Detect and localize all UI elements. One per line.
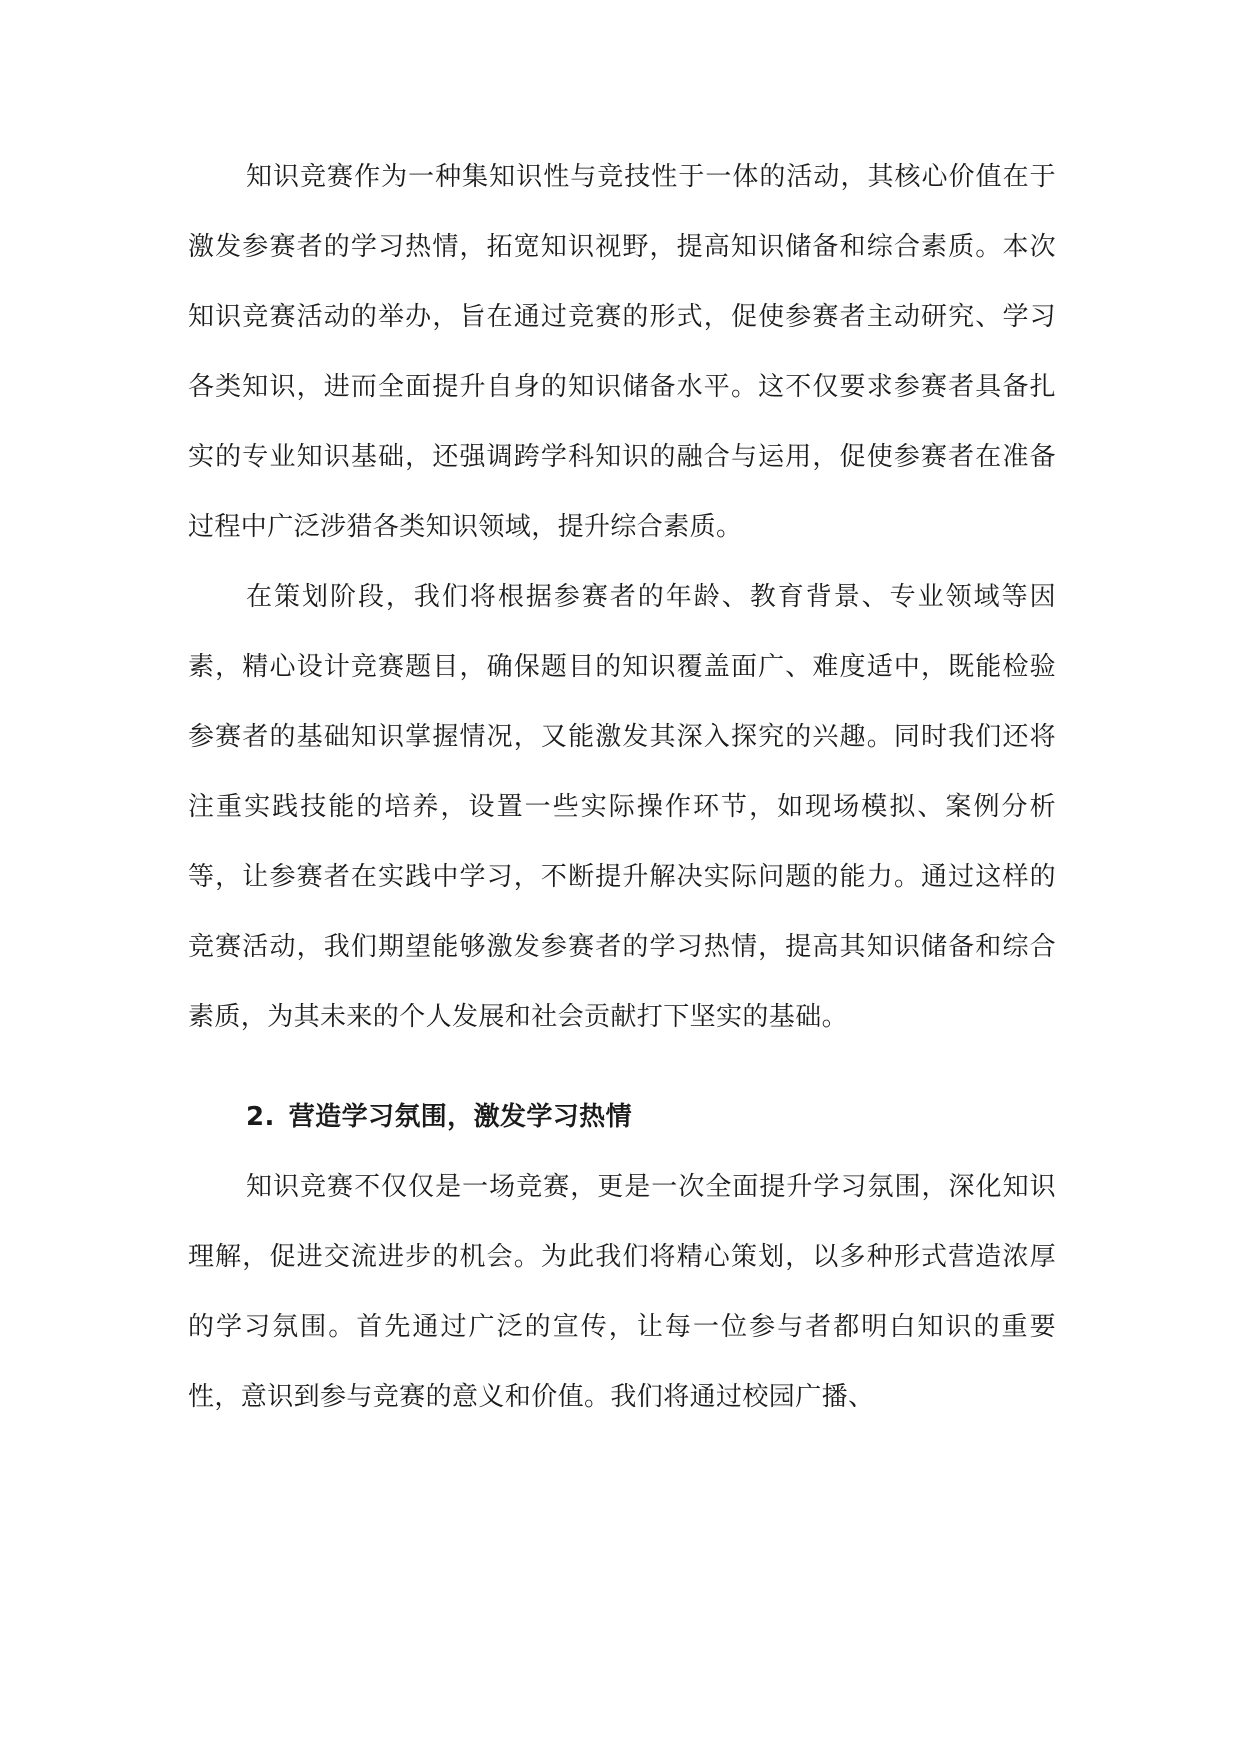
section-title: 营造学习氛围，激发学习热情 — [288, 1102, 632, 1132]
paragraph-competition-value: 知识竞赛作为一种集知识性与竞技性于一体的活动，其核心价值在于激发参赛者的学习热情，拓宽知识视野，提高知识储备和综合素质。本次知识竞赛活动的举办，旨在通过竞赛的形式，促使参赛者主动研究、学习各类知识，进而全面提升自身的知识储备水平。这不仅要求参赛者具备扎实的专业知识基础，还强调跨学科知识的融合与运用，促使参赛者在准备过程中广泛涉猎各类知识领域，提升综合素质。 — [188, 162, 1056, 542]
section-heading — [188, 1082, 1056, 1152]
document-body — [188, 142, 1056, 1432]
paragraph-planning-stage: 在策划阶段，我们将根据参赛者的年龄、教育背景、专业领域等因素，精心设计竞赛题目，确保题目的知识覆盖面广、难度适中，既能检验参赛者的基础知识掌握情况，又能激发其深入探究的兴趣。同时我们还将注重实践技能的培养，设置一些实际操作环节，如现场模拟、案例分析等，让参赛者在实践中学习，不断提升解决实际问题的能力。通过这样的竞赛活动，我们期望能够激发参赛者的学习热情，提高其知识储备和综合素质，为其未来的个人发展和社会贡献打下坚实的基础。 — [188, 582, 1056, 1032]
section-number: 2. — [246, 1102, 275, 1132]
paragraph-learning-atmosphere: 知识竞赛不仅仅是一场竞赛，更是一次全面提升学习氛围，深化知识理解，促进交流进步的机会。为此我们将精心策划，以多种形式营造浓厚的学习氛围。首先通过广泛的宣传，让每一位参与者都明白知识的重要性，意识到参与竞赛的意义和价值。我们将通过校园广播、 — [188, 1172, 1056, 1412]
